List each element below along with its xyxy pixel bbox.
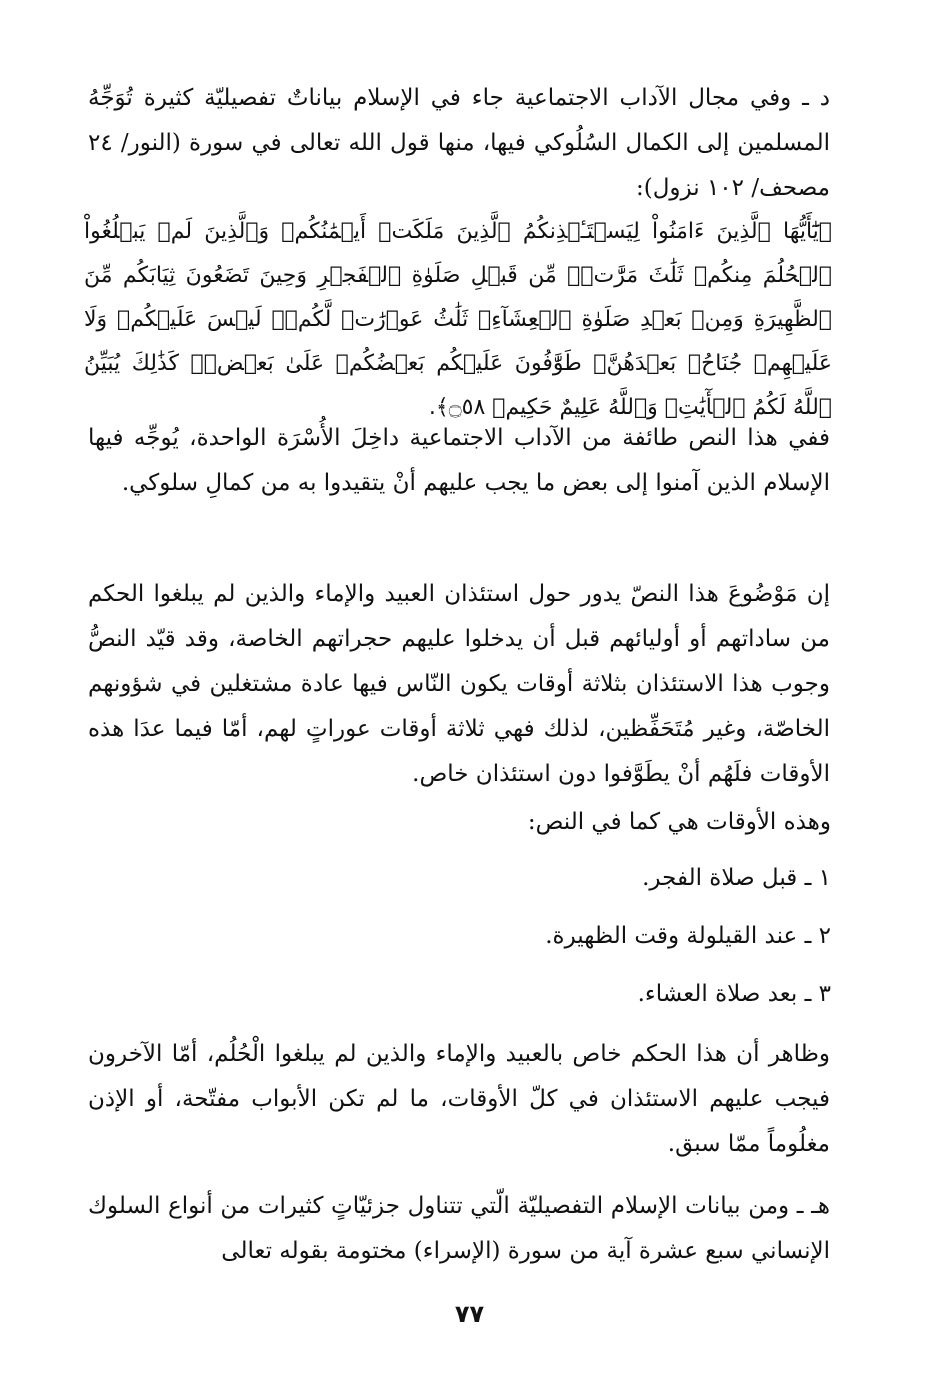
paragraph-ruling-scope: وظاهر أن هذا الحكم خاص بالعبيد والإماء والذين لم يبلغوا الْحُلُم، أمّا الآخرون فيجب عليهم الاستئذان في كلّ الأوقات، ما لم تكن الأبواب مفتّحة، أو الإذن مغلُوماً ممّا سبق. [88, 1041, 830, 1157]
paragraph-social-etiquette-intro: د ـ وفي مجال الآداب الاجتماعية جاء في الإسلام بياناتٌ تفصيليّة كثيرة تُوَجِّهُ المسلمين إلى الكمال السُلُوكي فيها، منها قول الله تعالى في سورة (النور/ ٢٤ مصحف/ ١٠٢ نزول): [88, 85, 830, 201]
quran-verse-block: ﴿يَٰٓأَيُّهَا ٱلَّذِينَ ءَامَنُواْ لِيَسۡتَـٔۡذِنكُمُ ٱلَّذِينَ مَلَكَتۡ أَيۡمَٰنُكُمۡ وَٱلَّذِينَ لَمۡ يَبۡلُغُواْ ٱلۡحُلُمَ مِنكُمۡ ثَلَٰثَ مَرَّٰتٖۚ مِّن قَبۡلِ صَلَوٰةِ ٱلۡفَجۡرِ وَحِينَ تَضَعُونَ ثِيَابَكُم مِّنَ ٱلظَّهِيرَةِ وَمِنۢ بَعۡدِ صَلَوٰةِ ٱلۡعِشَآءِۚ ثَلَٰثُ عَوۡرَٰتٖ لَّكُمۡۚ لَيۡسَ عَلَيۡكُمۡ وَلَا عَلَيۡهِمۡ جُنَاحُۢ بَعۡدَهُنَّۚ طَوَّٰفُونَ عَلَيۡكُم بَعۡضُكُمۡ عَلَىٰ بَعۡضٖۚ كَذَٰلِكَ يُبَيِّنُ ٱللَّهُ لَكُمُ ٱلۡأٓيَٰتِۗ وَٱللَّهُ عَلِيمٌ حَكِيمٞ ۝٥٨﴾. [84, 219, 832, 420]
list-item-1: ١ ـ قبل صلاة الفجر. [642, 865, 831, 891]
list-intro: وهذه الأوقات هي كما في النص: [527, 809, 831, 835]
paragraph-isra-verses: هـ ـ ومن بيانات الإسلام التفصيليّة الّتي تتناول جزئيّاتٍ كثيرات من أنواع السلوك الإنساني سبع عشرة آية من سورة (الإسراء) مختومة بقوله تعالى [88, 1193, 830, 1264]
paragraph-permission-topic: إن مَوْضُوعَ هذا النصّ يدور حول استئذان العبيد والإماء والذين لم يبلغوا الحكم من ساداتهم أو أوليائهم قبل أن يدخلوا عليهم حجراتهم الخاصة، وقد قيّد النصُّ وجوب هذا الاستئذان بثلاثة أوقات يكون النّاس فيها عادة مشتغلين في شؤونهم الخاصّة، وغير مُتَحَفِّظين، لذلك فهي ثلاثة أوقات عوراتٍ لهم، أمّا فيما عدَا هذه الأوقات فلَهُم أنْ يطَوَّفوا دون استئذان خاص. [88, 581, 830, 787]
page-number: ٧٧ [454, 1300, 485, 1328]
list-item-3: ٣ ـ بعد صلاة العشاء. [637, 981, 831, 1007]
list-item-2: ٢ ـ عند القيلولة وقت الظهيرة. [545, 923, 831, 949]
paragraph-verse-commentary: ففي هذا النص طائفة من الآداب الاجتماعية داخِلَ الأُسْرَة الواحدة، يُوجِّه فيها الإسلام الذين آمنوا إلى بعض ما يجب عليهم أنْ يتقيدوا به من كمالِ سلوكي. [88, 425, 830, 496]
